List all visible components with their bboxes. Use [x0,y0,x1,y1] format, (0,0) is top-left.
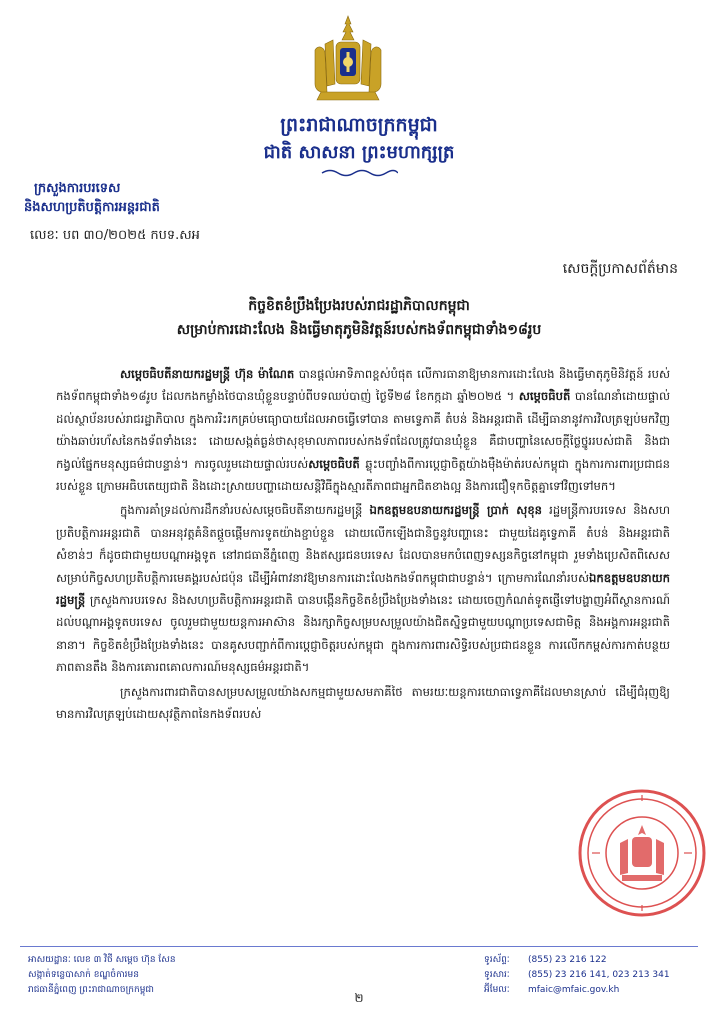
address-line: អាសយដ្ឋានៈ លេខ ៣ វិថី សម្តេច ហ៊ុន សែន [28,955,176,965]
email-address: mfaic@mfaic.gov.kh [528,985,620,995]
paragraph-text: បានណែនាំដោយផ្ទាល់ដល់ស្ថាប័នរបស់រាជរដ្ឋាភិបាល ក្នុងការរិះរកគ្រប់មធ្យោបាយដែលអាចធ្វើទៅបាន តាមទ្វេភាគី តំបន់ និងអន្តរជាតិ ដើម្បីធានានូវការវិលត្រឡប់មកវិញយ៉ាងឆាប់រហ័សនៃកងទ័ពទាំងនេះ ដោយសង្កត់ធ្ងន់ថាសុខុមាលភាពរបស់កងទ័ពដែលត្រូវបានឃុំខ្លួន គឺជាបញ្ហានៃសេចក្តីថ្លៃថ្នូររបស់ជាតិ និងជាកង្វល់ផ្នែកមនុស្សធម៌ជាបន្ទាន់។ ការចូលរួមដោយផ្ទាល់របស់ [56,389,671,471]
document-title: កិច្ចខិតខំប្រឹងប្រែងរបស់រាជរដ្ឋាភិបាលកម្ពុជា [248,298,470,314]
phone-number: (855) 23 216 122 [528,955,607,965]
page-number: ២ [354,991,364,1005]
document-type: សេចក្តីប្រកាសព័ត៌មាន [562,261,678,277]
bold-name: សម្តេចធិបតីនាយករដ្ឋមន្ត្រី ហ៊ុន ម៉ាណែត [120,367,295,381]
footer-contacts [484,953,670,998]
address-line: សង្កាត់ទន្លេបាសាក់ ខណ្ឌចំការមន [28,970,139,980]
bold-name: ឯកឧត្តមឧបនាយករដ្ឋមន្ត្រី [56,570,670,608]
bold-name: សម្តេចធិបតី [308,456,360,471]
ministry-name: ក្រសួងការបរទេស [34,181,121,196]
paragraph-text: ក្រសួងការពារជាតិបានសម្របសម្រួលយ៉ាងសកម្មជាមួយសមភាគីថៃ តាមរយៈយន្តការយោធាទ្វេភាគីដែលមានស្រាប់ ដើម្បីជំរុញឱ្យមានការវិលត្រឡប់ដោយសុវត្ថិភាពនៃកងទ័ពរបស់ [56,684,670,722]
paragraph-text: រដ្ឋមន្ត្រីការបរទេស និងសហប្រតិបត្តិការអន្តរជាតិ បានអនុវត្តគំនិតផ្តួចផ្តើមការទូតយ៉ាងខ្ជាប់ខ្ជួន ដោយលើកឡើងជានិច្ចនូវបញ្ហានេះ ជាមួយដៃគូទ្វេភាគី តំបន់ និងអន្តរជាតិសំខាន់ៗ ក៏ដូចជាជាមួយបណ្តាអង្គទូត នៅរាជធានីភ្នំពេញ និងឥស្សរជនបរទេស ដែលបានមកបំពេញទស្សនកិច្ចនៅកម្ពុជា រួមទាំងប្រេសិតពិសេសសម្រាប់កិច្ចសហប្រតិបត្តិការមេគង្គរបស់ជប៉ុន ដើម្បីអំពាវនាវឱ្យមានការដោះលែងកងទ័ពកម្ពុជាជាបន្ទាន់។ ក្រោមការណែនាំរបស់ [56,503,670,585]
official-seal-stamp-icon [576,787,708,919]
press-release-body [56,363,670,726]
royal-coat-of-arms-icon [309,14,387,106]
bold-name: ឯកឧត្តមឧបនាយករដ្ឋមន្ត្រី ប្រាក់ សុខុន [369,503,543,518]
ministry-name-continued: និងសហប្រតិបត្តិការអន្តរជាតិ [24,200,160,215]
paragraph [56,681,670,726]
fax-label: ទូរសារៈ [484,970,510,980]
paragraph-text: បានផ្តល់អាទិភាពខ្ពស់បំផុត លើការធានាឱ្យមានការដោះលែង និងធ្វើមាតុភូមិនិវត្តន៍ របស់កងទ័ពកម្ពុជាទាំង១៨រូប ដែលកងកម្លាំងថៃបានឃុំខ្លួនបន្ទាប់ពីបទឈប់បាញ់ ថ្ងៃទី២៨ ខែកក្កដា ឆ្នាំ២០២៥ ។ [56,367,670,404]
paragraph [56,499,670,678]
kingdom-name: ព្រះរាជាណាចក្រកម្ពុជា [280,114,438,136]
paragraph-text: ក្នុងការគាំទ្រដល់ការដឹកនាំរបស់សម្តេចធិបតីនាយករដ្ឋមន្ត្រី [120,503,370,518]
paragraph-text: ក្រសួងការបរទេស និងសហប្រតិបត្តិការអន្តរជាតិ បានបង្កើនកិច្ចខិតខំប្រឹងប្រែងទាំងនេះ ដោយចេញកំណត់ទូតផ្ញើទៅបង្ហាញអំពីស្ថានការណ៍ដល់បណ្តាអង្គទូតបរទេស ចូលរួមជាមួយយន្តការអាស៊ាន និងរក្សាកិច្ចសម្របសម្រួលយ៉ាងជិតស្និទ្ធជាមួយបណ្តាប្រទេសជាមិត្ត និងអង្គការអន្តរជាតិនានា។ កិច្ចខិតខំប្រឹងប្រែងទាំងនេះ បានគូសបញ្ជាក់ពីការប្តេជ្ញាចិត្តរបស់កម្ពុជា ក្នុងការការពារសិទ្ធិរបស់ប្រជាជនខ្លួន ការលើកកម្ពស់ការកាត់បន្ថយភាពតានតឹង និងការគោរពគោលការណ៍មនុស្សធម៌អន្តរជាតិ។ [56,593,670,675]
ornament-divider-icon [320,168,398,178]
footer-divider [20,946,698,947]
bold-name: សម្តេចធិបតី [518,389,571,404]
fax-number: (855) 23 216 141, 023 213 341 [528,970,670,980]
paragraph [56,363,670,497]
document-subtitle: សម្រាប់ការដោះលែង និងធ្វើមាតុភូមិនិវត្តន៍របស់កងទ័ពកម្ពុជាទាំង១៨រូប [176,322,542,338]
reference-number: លេខៈ បព ៣០/២០២៥ កបទ.សអ [30,228,200,243]
email-label: អ៊ីមែលៈ [484,985,510,995]
national-motto: ជាតិ សាសនា ព្រះមហាក្សត្រ [263,142,455,163]
address-line: រាជធានីភ្នំពេញ ព្រះរាជាណាចក្រកម្ពុជា [28,985,154,995]
phone-label: ទូរស័ព្ទៈ [484,955,510,965]
paragraph-text: ឆ្លុះបញ្ចាំងពីការប្តេជ្ញាចិត្តយ៉ាងម៉ឺងម៉ាត់របស់កម្ពុជា ក្នុងការការពារប្រជាជនរបស់ខ្លួន ក្រោមអធិបតេយ្យជាតិ និងដោះស្រាយបញ្ហាដោយសន្តិវិធីក្នុងស្មារតីភាពជាអ្នកជិតខាងល្អ និងការជឿទុកចិត្តគ្នាទៅវិញទៅមក។ [56,456,670,494]
